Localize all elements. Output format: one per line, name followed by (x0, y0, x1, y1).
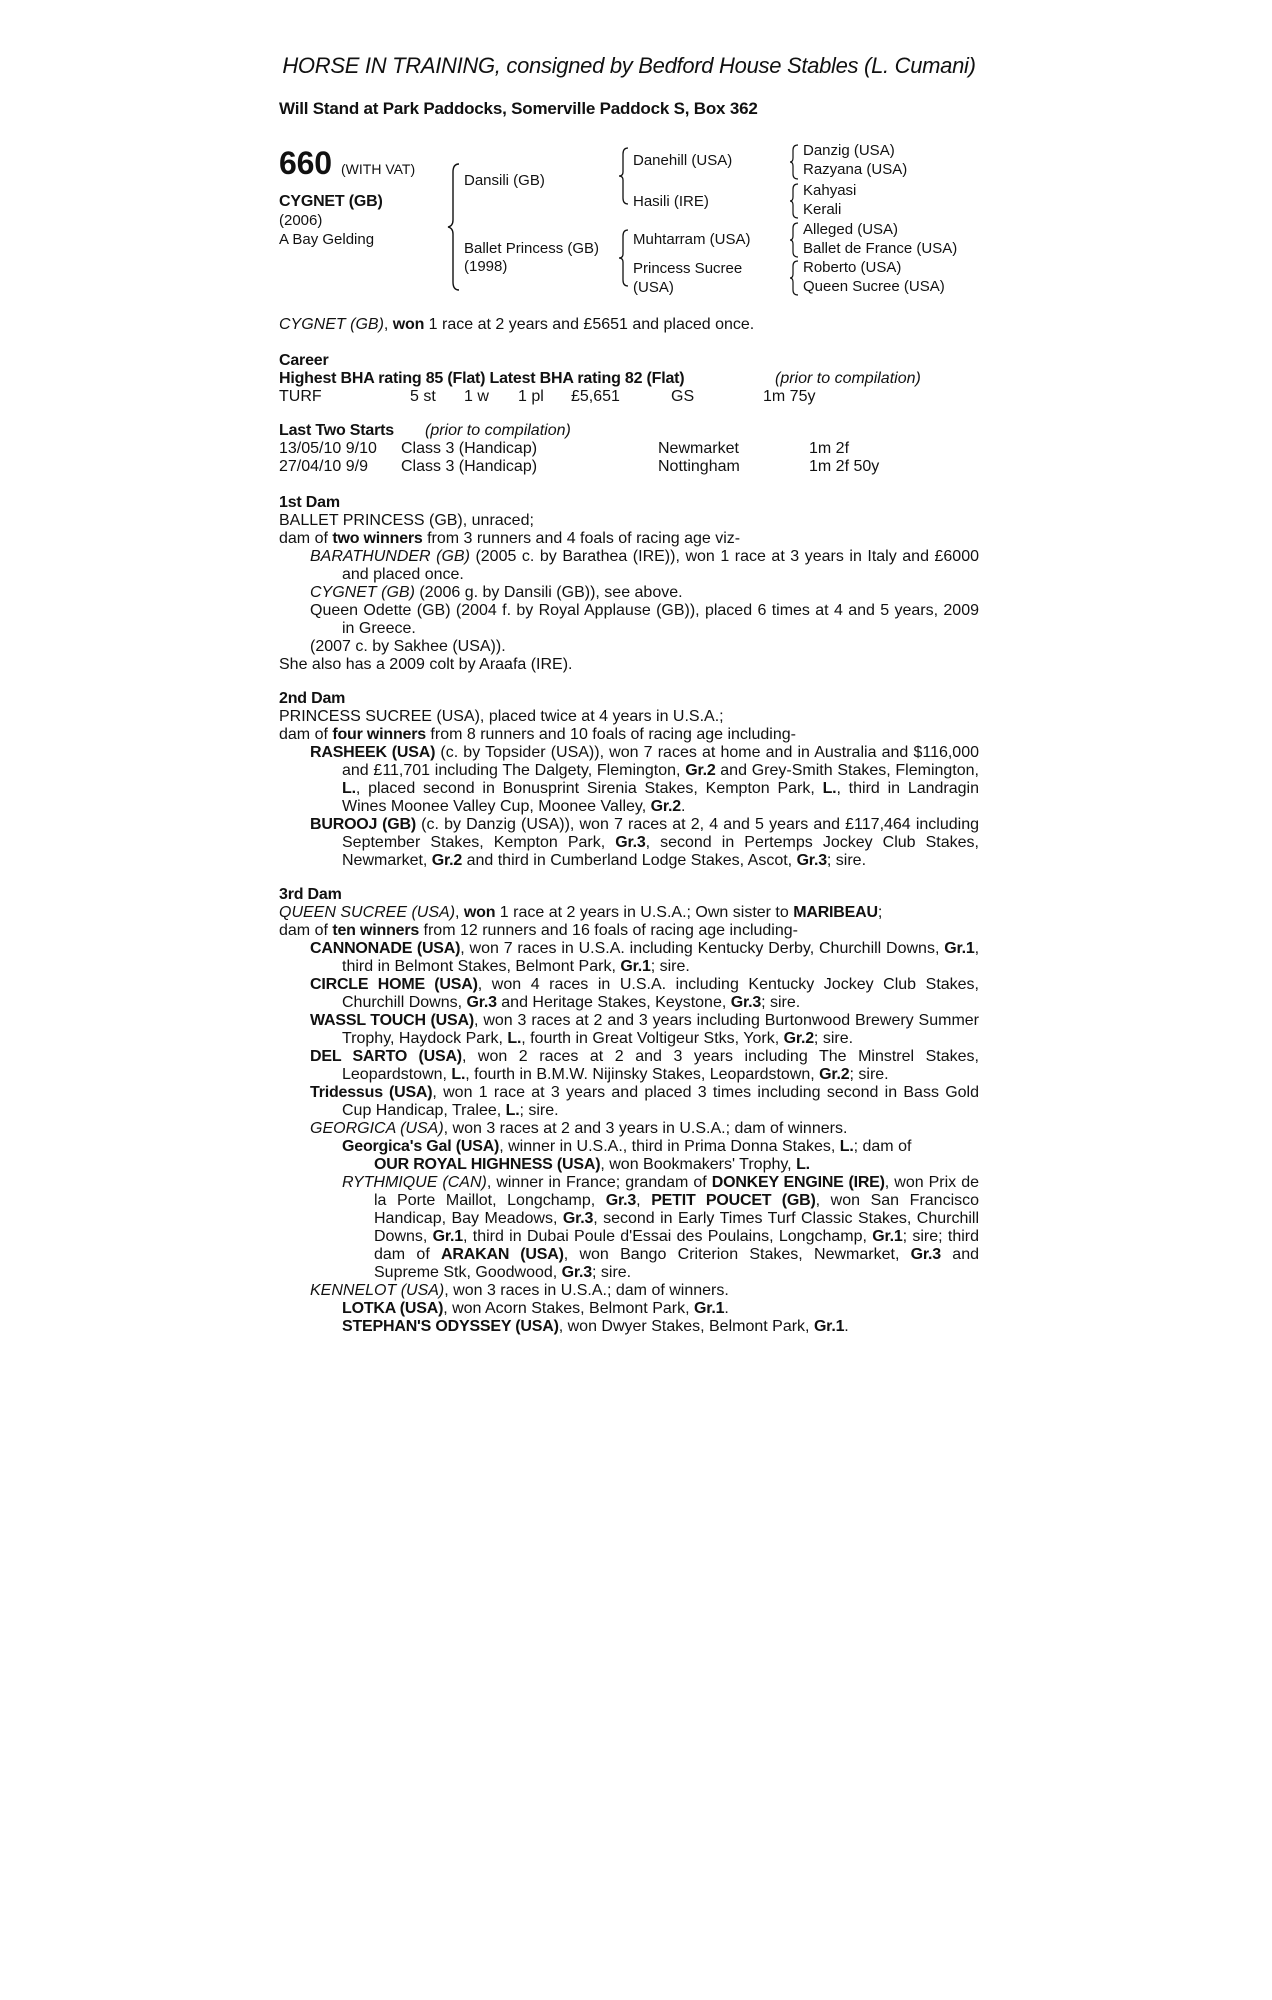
text-run: . (844, 1318, 849, 1335)
text-run-bold: two winners (332, 530, 423, 547)
pedigree-gen3-8: Queen Sucree (USA) (803, 278, 945, 295)
text-run-bold: Gr.1 (944, 940, 975, 957)
pedigree-gen3-2: Razyana (USA) (803, 161, 908, 178)
text-run-bold: Gr.1 (432, 1228, 463, 1245)
stand-location: Will Stand at Park Paddocks, Somerville Paddock S, Box 362 (279, 99, 758, 118)
produce-note: She also has a 2009 colt by Araafa (IRE). (279, 656, 573, 673)
text-run-bold: Gr.1 (693, 1300, 725, 1317)
text-run: . (680, 798, 686, 815)
text-run: , won 7 races in U.S.A. including Kentucky Derby, Churchill Downs, (460, 940, 945, 957)
text-run: ; sire. (519, 1102, 559, 1119)
career-surface: TURF (279, 388, 322, 405)
text-run-bold: BUROOJ (GB) (310, 816, 417, 833)
text-run-bold: MARIBEAU (793, 904, 878, 921)
produce-entry (279, 1048, 979, 1084)
text-run-bold: Gr.1 (813, 1318, 845, 1335)
text-run-bold: Gr.2 (431, 852, 463, 869)
horse-description: A Bay Gelding (279, 231, 375, 248)
text-run: , won Bango Criterion Stakes, Newmarket, (563, 1246, 911, 1263)
last-two-heading: Last Two Starts (279, 422, 394, 439)
text-run: , (455, 904, 464, 921)
text-run: (2006 g. by Dansili (GB)), see above. (414, 584, 683, 601)
first-dam-name-line: BALLET PRINCESS (GB), unraced; (279, 512, 534, 529)
start-class: Class 3 (Handicap) (401, 458, 538, 475)
text-run: ; sire. (761, 994, 801, 1011)
text-run-bold: LOTKA (USA) (342, 1300, 444, 1317)
pedigree-brace-main (447, 162, 461, 292)
produce-entry (279, 1318, 979, 1336)
text-run-bold: L. (822, 780, 837, 797)
text-run-italic: CYGNET (GB) (310, 584, 415, 601)
text-run: ; sire. (813, 1030, 854, 1047)
start-date: 13/05/10 9/10 (279, 440, 377, 457)
text-run-bold: L. (796, 1156, 810, 1173)
pedigree-dam: Ballet Princess (GB) (464, 240, 600, 257)
text-run: , won 2 races at 2 and 3 years including The Minstrel Stakes, Leopardstown, (342, 1048, 979, 1083)
text-run: (c. by Topsider (USA)), won 7 races at home and in Australia and $116,000 and £11,701 including The Dalgety, Flemington, (342, 744, 979, 779)
text-run: , second in Pertemps Jockey Club Stakes, Newmarket, (342, 834, 979, 869)
text-run: , won San Francisco Handicap, Bay Meadows, (374, 1192, 980, 1227)
produce-entry: (2007 c. by Sakhee (USA)). (310, 638, 506, 655)
text-run-bold: WASSL TOUCH (USA) (310, 1012, 474, 1029)
produce-entry (279, 1156, 979, 1174)
pedigree-gen3-1: Danzig (USA) (803, 142, 895, 159)
text-run-bold: CIRCLE HOME (USA) (310, 976, 478, 993)
text-run: , won 3 races at 2 and 3 years in U.S.A.; dam of winners. (443, 1120, 848, 1137)
produce-entry (279, 1174, 979, 1282)
text-run: , third in Belmont Stakes, Belmont Park, (342, 940, 980, 975)
produce-entry (279, 744, 979, 816)
text-run: , second in Early Times Turf Classic Stakes, Churchill Downs, (374, 1210, 980, 1245)
start-class: Class 3 (Handicap) (401, 440, 538, 457)
pedigree-gen3-6: Ballet de France (USA) (803, 240, 958, 257)
text-run-bold: L. (451, 1066, 466, 1083)
text-run-italic: QUEEN SUCREE (USA) (279, 904, 456, 921)
text-run: ; sire. (826, 852, 867, 869)
text-run-bold: Tridessus (USA) (310, 1084, 433, 1101)
text-run: , third in Dubai Poule d'Essai des Poulains, Longchamp, (463, 1228, 873, 1245)
page-header: HORSE IN TRAINING, consigned by Bedford House Stables (L. Cumani) (282, 53, 976, 78)
text-run-bold: Gr.3 (910, 1246, 942, 1263)
text-run: ; sire. (650, 958, 690, 975)
text-run-bold: ten winners (332, 922, 420, 939)
text-run: , third in Landragin Wines Moonee Valley Cup, Moonee Valley, (342, 780, 979, 815)
pedigree-brace-g3-4 (789, 259, 799, 297)
second-dam-heading: 2nd Dam (279, 690, 346, 707)
career-section (279, 352, 979, 406)
pedigree-gen2-4b: (USA) (633, 279, 674, 296)
pedigree-sire: Dansili (GB) (464, 172, 545, 189)
third-dam-section (279, 886, 979, 1336)
first-dam-produce-line (279, 530, 979, 548)
text-run: and Grey-Smith Stakes, Flemington, (715, 762, 979, 779)
text-run-italic: BARATHUNDER (GB) (310, 548, 470, 565)
text-run: ; sire. (849, 1066, 889, 1083)
produce-entry (279, 1138, 979, 1156)
produce-entry (279, 976, 979, 1012)
text-run: and Heritage Stakes, Keystone, (496, 994, 731, 1011)
text-run: , won 1 race at 3 years and placed 3 times including second in Bass Gold Cup Handicap, Tralee, (342, 1084, 979, 1119)
career-places: 1 pl (518, 388, 544, 405)
produce-entry (279, 1084, 979, 1120)
last-two-note: (prior to compilation) (425, 422, 571, 439)
text-run: , placed second in Bonusprint Sirenia Stakes, Kempton Park, (355, 780, 823, 797)
second-dam-name-line: PRINCESS SUCREE (USA), placed twice at 4 years in U.S.A.; (279, 708, 724, 725)
text-run: , won Acorn Stakes, Belmont Park, (443, 1300, 694, 1317)
pedigree-gen3-3: Kahyasi (803, 182, 857, 199)
text-run-bold: Gr.2 (685, 762, 716, 779)
text-run: , won 3 races at 2 and 3 years including Burtonwood Brewery Summer Trophy, Haydock Park, (342, 1012, 980, 1047)
text-run-bold: Gr.3 (615, 834, 646, 851)
text-run-bold: Gr.3 (730, 994, 762, 1011)
race-summary (279, 316, 979, 334)
produce-entry (279, 1282, 979, 1300)
produce-entry (279, 940, 979, 976)
text-run-bold: Gr.2 (650, 798, 681, 815)
text-run: ; dam of (853, 1138, 912, 1155)
pedigree-gen2-4: Princess Sucree (633, 260, 743, 277)
text-run: from 8 runners and 10 foals of racing age including- (425, 726, 796, 743)
text-run: , won Bookmakers' Trophy, (600, 1156, 797, 1173)
text-run: dam of (279, 726, 333, 743)
third-dam-heading: 3rd Dam (279, 886, 342, 903)
text-run: , winner in France; grandam of (486, 1174, 712, 1191)
text-run: (c. by Danzig (USA)), won 7 races at 2, 4 and 5 years and £117,464 including September Stakes, Kempton Park, (342, 816, 979, 851)
text-run-italic: GEORGICA (USA) (310, 1120, 444, 1137)
text-run-bold: L. (507, 1030, 522, 1047)
text-run: , won 4 races in U.S.A. including Kentucky Jockey Club Stakes, Churchill Downs, (342, 976, 980, 1011)
lot-vat-note: (WITH VAT) (341, 161, 416, 177)
produce-entry (279, 816, 979, 870)
text-run: (2005 c. by Barathea (IRE)), won 1 race at 3 years in Italy and £6000 and placed once. (342, 548, 979, 583)
text-run-bold: four winners (332, 726, 426, 743)
pedigree-brace-g3-2 (789, 182, 799, 220)
text-run-bold: Gr.3 (605, 1192, 637, 1209)
start-distance: 1m 2f (809, 440, 850, 457)
career-stats-row (279, 388, 979, 406)
text-run: , won Dwyer Stakes, Belmont Park, (558, 1318, 814, 1335)
first-dam-heading: 1st Dam (279, 494, 340, 511)
start-course: Nottingham (658, 458, 740, 475)
text-run-bold: STEPHAN'S ODYSSEY (USA) (342, 1318, 559, 1335)
text-run: from 3 runners and 4 foals of racing age viz- (422, 530, 741, 547)
pedigree-gen3-5: Alleged (USA) (803, 221, 899, 238)
career-wins: 1 w (464, 388, 489, 405)
produce-entry (279, 1120, 979, 1138)
summary-sep: , (383, 316, 389, 333)
text-run-bold: Gr.3 (796, 852, 827, 869)
text-run-bold: Gr.3 (562, 1210, 594, 1227)
text-run: , fourth in Great Voltigeur Stks, York, (521, 1030, 784, 1047)
summary-horse-name: CYGNET (GB) (279, 316, 384, 333)
text-run-bold: won (463, 904, 496, 921)
pedigree-gen3-7: Roberto (USA) (803, 259, 902, 276)
career-heading: Career (279, 352, 329, 369)
horse-year: (2006) (279, 212, 323, 229)
text-run-bold: RASHEEK (USA) (310, 744, 436, 761)
career-distance: 1m 75y (763, 388, 816, 405)
pedigree-gen2-3: Muhtarram (USA) (633, 231, 751, 248)
last-two-starts (279, 422, 979, 476)
text-run: . (724, 1300, 729, 1317)
first-dam-section (279, 494, 979, 674)
text-run-bold: Gr.2 (783, 1030, 814, 1047)
text-run: from 12 runners and 16 foals of racing age including- (419, 922, 798, 939)
pedigree-brace-dam (618, 228, 630, 288)
text-run: dam of (279, 530, 333, 547)
text-run: , (636, 1192, 652, 1209)
text-run-bold: DONKEY ENGINE (IRE) (711, 1174, 885, 1191)
text-run-bold: PETIT POUCET (GB) (651, 1192, 816, 1209)
produce-entry (279, 1012, 979, 1048)
horse-name: CYGNET (GB) (279, 193, 383, 210)
text-run: , winner in U.S.A., third in Prima Donna Stakes, (499, 1138, 840, 1155)
third-dam-name-line (279, 904, 979, 922)
text-run: ; sire; third dam of (374, 1228, 979, 1263)
text-run-bold: L. (342, 780, 356, 797)
text-run-italic: KENNELOT (USA) (310, 1282, 445, 1299)
text-run: 1 race at 2 years in U.S.A.; Own sister to (495, 904, 794, 921)
text-run-bold: L. (505, 1102, 520, 1119)
text-run: ; (877, 904, 883, 921)
summary-rest: 1 race at 2 years and £5651 and placed once. (428, 316, 755, 333)
text-run: and Supreme Stk, Goodwood, (374, 1246, 979, 1281)
start-row (279, 440, 979, 458)
second-dam-produce-line (279, 726, 979, 744)
pedigree-dam-year: (1998) (464, 258, 508, 275)
start-distance: 1m 2f 50y (809, 458, 880, 475)
text-run: , fourth in B.M.W. Nijinsky Stakes, Leopardstown, (465, 1066, 820, 1083)
summary-won: won (392, 316, 425, 333)
text-run-bold: Gr.1 (872, 1228, 903, 1245)
text-run: , won Prix de la Porte Maillot, Longchamp, (374, 1174, 979, 1209)
pedigree-gen3-4: Kerali (803, 201, 842, 218)
third-dam-produce-line (279, 922, 979, 940)
third-dam-entries (279, 940, 979, 1336)
text-run-bold: DEL SARTO (USA) (310, 1048, 462, 1065)
pedigree-brace-g3-3 (789, 221, 799, 259)
text-run-bold: CANNONADE (USA) (310, 940, 461, 957)
text-run-bold: Gr.3 (466, 994, 497, 1011)
pedigree-brace-g3-1 (789, 143, 799, 181)
lot-number: 660 (279, 145, 332, 181)
text-run-bold: Georgica's Gal (USA) (342, 1138, 500, 1155)
produce-entry: Queen Odette (GB) (2004 f. by Royal Applause (GB)), placed 6 times at 4 and 5 years, 2009 in Greece. (310, 602, 979, 637)
pedigree-gen2-1: Danehill (USA) (633, 152, 733, 169)
text-run: , won 3 races in U.S.A.; dam of winners. (444, 1282, 729, 1299)
career-going: GS (671, 388, 695, 405)
text-run-italic: RYTHMIQUE (CAN) (342, 1174, 487, 1191)
career-starts: 5 st (410, 388, 436, 405)
text-run-bold: ARAKAN (USA) (441, 1246, 564, 1263)
career-earnings: £5,651 (571, 388, 620, 405)
start-date: 27/04/10 9/9 (279, 458, 368, 475)
text-run: dam of (279, 922, 333, 939)
second-dam-section (279, 690, 979, 870)
text-run-bold: OUR ROYAL HIGHNESS (USA) (374, 1156, 601, 1173)
produce-entry (279, 584, 979, 602)
text-run-bold: Gr.1 (620, 958, 651, 975)
pedigree-gen2-2: Hasili (IRE) (633, 193, 709, 210)
career-rating-note: (prior to compilation) (775, 370, 921, 387)
text-run-bold: L. (839, 1138, 854, 1155)
text-run-bold: Gr.3 (561, 1264, 592, 1281)
produce-entry (279, 1300, 979, 1318)
pedigree-brace-sire (618, 146, 630, 206)
career-rating: Highest BHA rating 85 (Flat) Latest BHA rating 82 (Flat) (279, 370, 685, 387)
start-row (279, 458, 979, 476)
produce-entry (279, 548, 979, 584)
text-run: and third in Cumberland Lodge Stakes, Ascot, (462, 852, 797, 869)
text-run-bold: Gr.2 (819, 1066, 850, 1083)
text-run: ; sire. (592, 1264, 632, 1281)
start-course: Newmarket (658, 440, 739, 457)
